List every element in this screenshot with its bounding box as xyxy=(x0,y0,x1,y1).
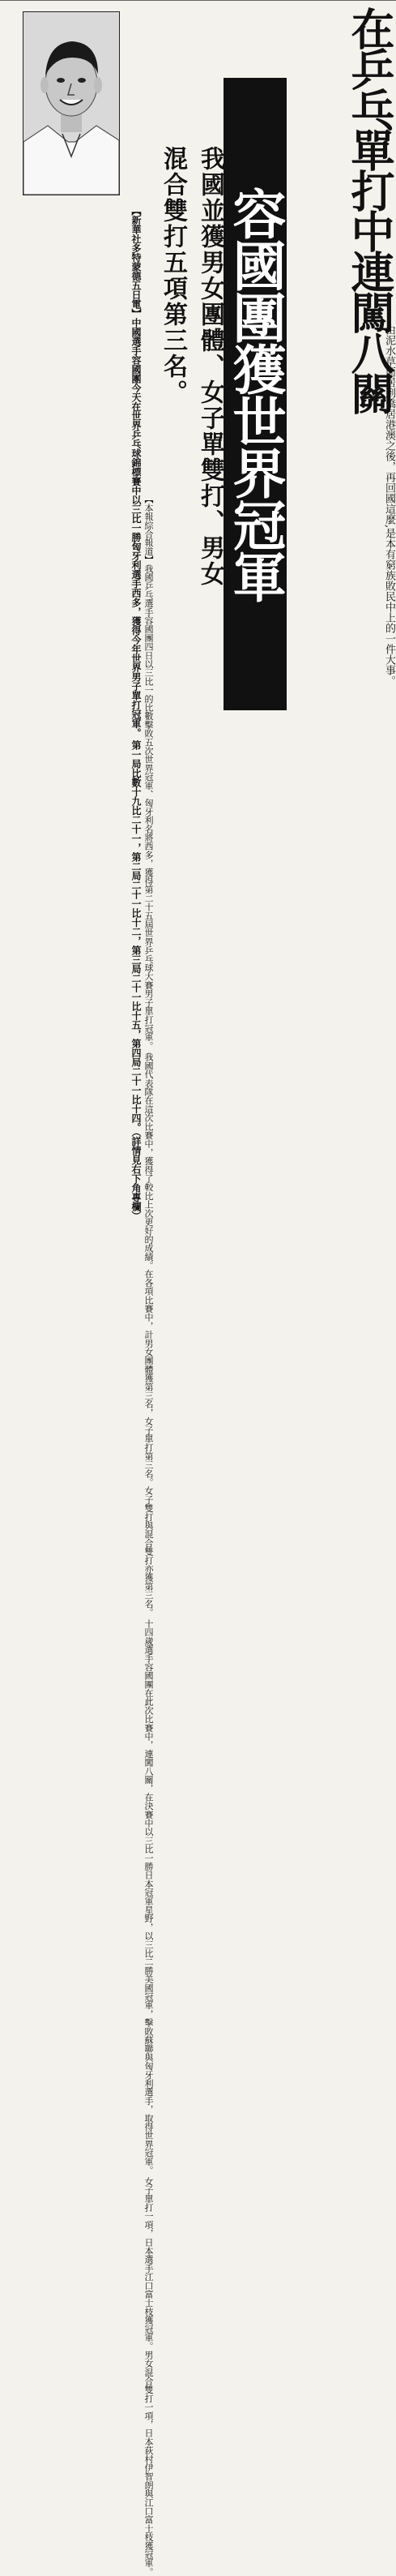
article-body: 【本報綜合報道】我國乒乓選手容國團四日以三比一的比數擊敗五次世界冠軍、匈牙利名將西多，獲得第二十五屆世界乒乓球大賽男子單打冠軍。 我國代表隊在這次比賽中，獲得了較比上次更好的成績。在各項比賽中，計男女團體獲第三名，女子單打第三名。女子雙打與混合雙打亦獲第三名。 十四歲選手容國團在此次比賽中，連闖八關，在決賽中以三比一勝日本冠軍星野，以三比二勝美國冠軍，擊敗蘇聯與匈牙利選手，取得世界冠軍。 女子單打一項，日本選手江口富士枝獲冠軍。男女混合雙打一項，日本荻村伊智朗與江口富士枝獲冠軍。 xyxy=(143,495,154,2576)
banner-title: 容國團獲世界冠軍 xyxy=(224,186,287,602)
main-headline: 在乒乓單打中連闖八關 xyxy=(344,6,396,412)
deck-line-1: 我國並獲男女團體、女子單雙打、男女 xyxy=(196,146,224,587)
player-photo xyxy=(23,11,120,195)
side-note: 由泥水草而居到僑居港澳之後，再回國這麼,是本有窮族敗民中上的一件大事。 xyxy=(383,324,395,687)
deck-line-2: 混合雙打五項第三名。 xyxy=(159,146,187,405)
photo-caption: 【新華社多特蒙德五日電】中國選手容國團今天在世界乒乓球錦標賽中以三比一勝匈牙利選手西多，獲得今年世界男子單打冠軍。 第一局比數十九比二十一，第二局二十一比十二，第三局二十一比十五，第四局二十一比十四。（詳情見右下角專欄） xyxy=(130,206,142,1221)
player-portrait-image xyxy=(23,12,119,195)
deck-headline xyxy=(154,146,228,714)
top-rule xyxy=(0,0,396,1)
